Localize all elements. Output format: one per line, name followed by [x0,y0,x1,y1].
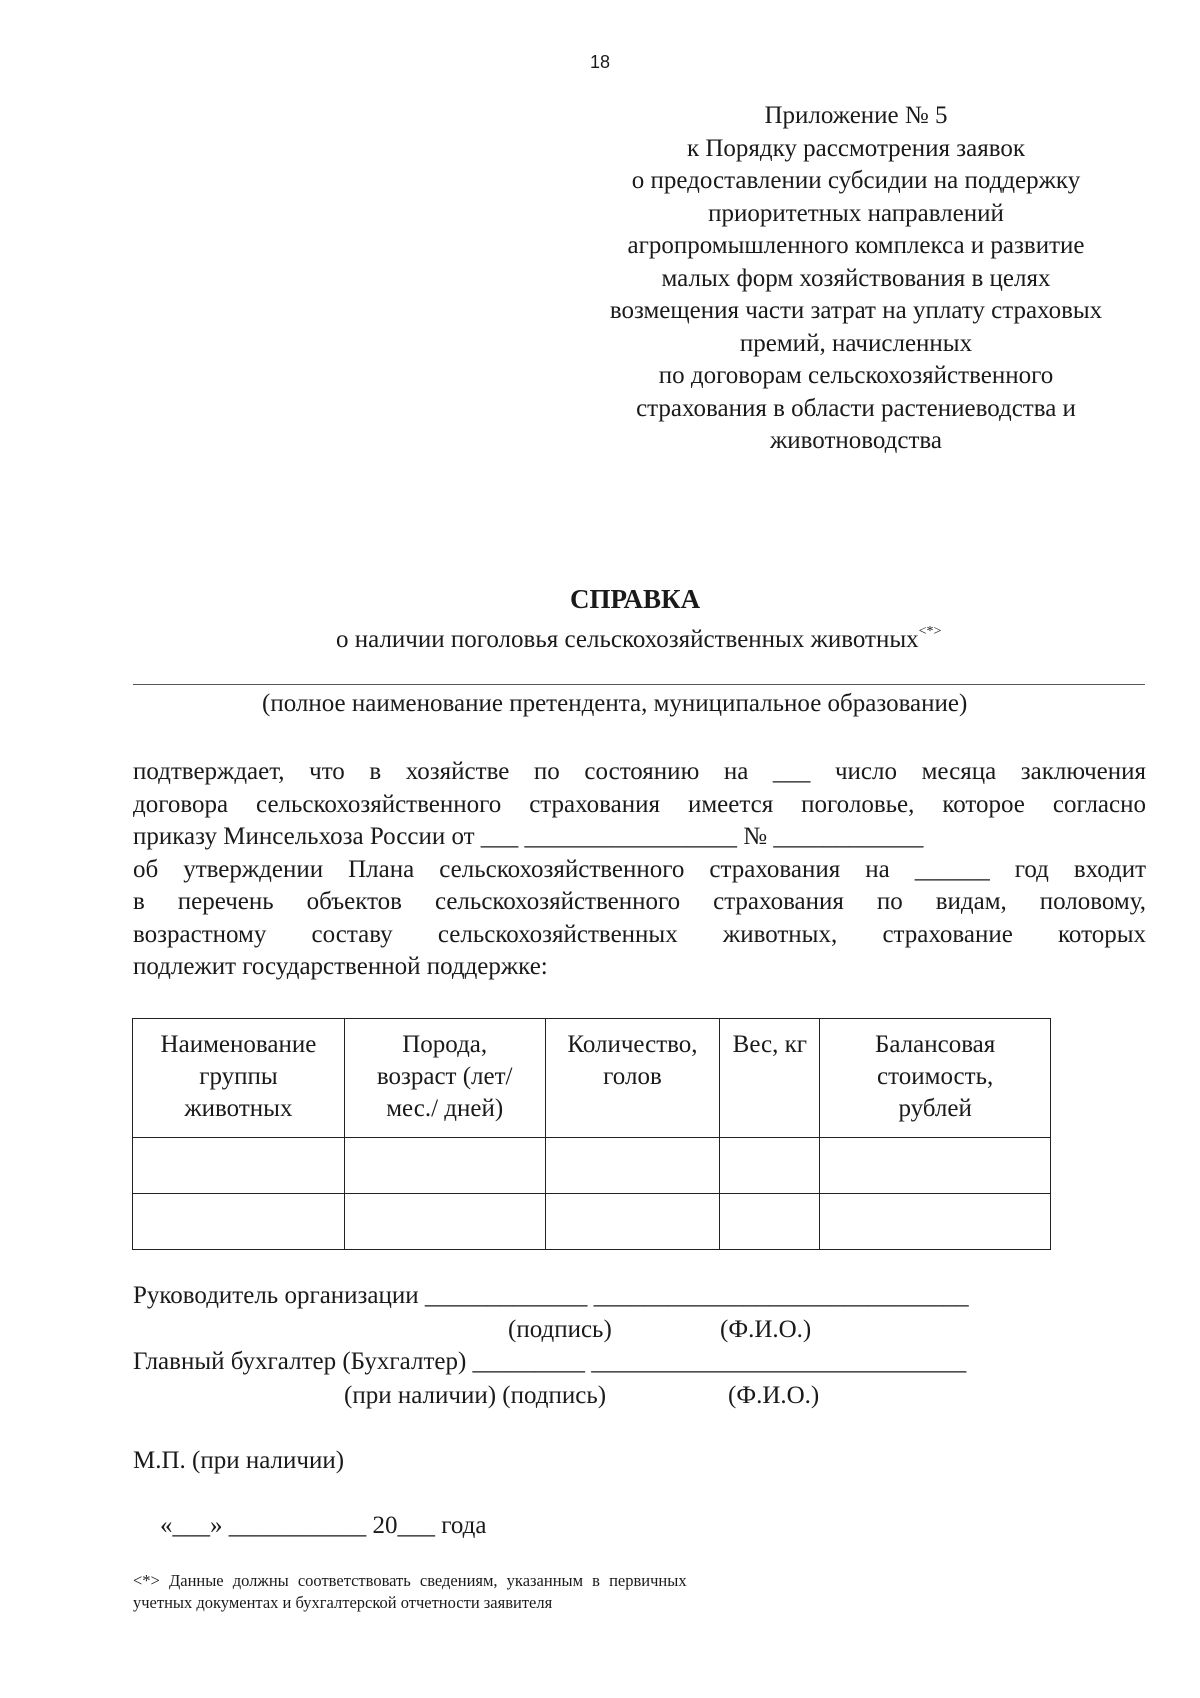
appendix-header [566,100,1146,458]
table-cell[interactable] [344,1138,545,1194]
table-cell[interactable] [820,1138,1051,1194]
header-weight: Вес, кг [720,1019,820,1138]
appendix-line: по договорам сельскохозяйственного [658,362,1054,389]
appendix-line: к Порядку рассмотрения заявок [686,134,1026,162]
footnote-line: учетных документах и бухгалтерской отчетности заявителя [133,1593,553,1612]
header-book-value: Балансовая стоимость, рублей [820,1019,1051,1138]
appendix-line: агропромышленного комплекса и развитие [627,232,1085,259]
statement-text [133,756,1146,984]
appendix-line: Приложение № 5 [764,102,948,129]
table-row [133,1194,1051,1250]
statement-line: в перечень объектов сельскохозяйственного страхования по видам, половому, [133,888,1146,915]
table-cell[interactable] [720,1194,820,1250]
footnote [133,1570,833,1614]
head-signature-caption: (подпись) [508,1316,612,1343]
accountant-name-caption: (Ф.И.О.) [728,1382,820,1409]
statement-line: возрастному составу сельскохозяйственных животных, страхование которых [133,920,1146,948]
header-quantity: Количество, голов [545,1019,720,1138]
stamp-placeholder: М.П. (при наличии) [133,1447,345,1474]
head-signature-line: Руководитель организации _____________ ______________________________ [133,1282,969,1309]
appendix-line: малых форм хозяйствования в целях [661,264,1051,292]
appendix-line: страхования в области растениеводства и [636,394,1076,422]
appendix-line: животноводства [770,427,942,454]
head-name-caption: (Ф.И.О.) [720,1316,812,1343]
statement-line: приказу Минсельхоза России от ___ _________________ № ____________ [133,823,924,850]
accountant-signature-line: Главный бухгалтер (Бухгалтер) _________ ______________________________ [133,1348,967,1375]
appendix-line: возмещения части затрат на уплату страховых [609,297,1103,324]
table-cell[interactable] [133,1138,345,1194]
page-number: 18 [589,52,611,72]
statement-line: договора сельскохозяйственного страхования имеется поголовье, которое согласно [133,790,1146,818]
statement-line: подтверждает, что в хозяйстве по состоянию на ___ число месяца заключения [133,758,1146,785]
table-cell[interactable] [133,1194,345,1250]
statement-line: подлежит государственной поддержке: [133,953,548,980]
appendix-line: премий, начисленных [739,329,973,357]
table-cell[interactable] [720,1138,820,1194]
subtitle-text: о наличии поголовья сельскохозяйственных животных [336,626,919,653]
appendix-line: приоритетных направлений [708,199,1004,227]
accountant-signature-caption: (при наличии) (подпись) [344,1382,607,1409]
table-row [133,1138,1051,1194]
footnote-mark: <*> [918,624,942,639]
livestock-table [132,1018,1051,1250]
footnote-line: <*> Данные должны соответствовать сведениям, указанным в первичных [133,1571,687,1590]
applicant-name-hint: (полное наименование претендента, муниципальное образование) [262,690,968,717]
document-subtitle [336,624,941,654]
table-cell[interactable] [820,1194,1051,1250]
table-header-row [133,1019,1051,1138]
table-cell[interactable] [344,1194,545,1250]
header-animal-group: Наименование группы животных [133,1019,345,1138]
statement-line: об утверждении Плана сельскохозяйственного страхования на ______ год входит [133,855,1146,883]
applicant-name-line [133,684,1145,685]
date-line: «___» ___________ 20___ года [160,1512,487,1539]
appendix-line: о предоставлении субсидии на поддержку [631,167,1081,194]
header-breed-age: Порода, возраст (лет/ мес./ дней) [344,1019,545,1138]
document-title: СПРАВКА [570,584,701,614]
table-cell[interactable] [545,1138,720,1194]
table-cell[interactable] [545,1194,720,1250]
